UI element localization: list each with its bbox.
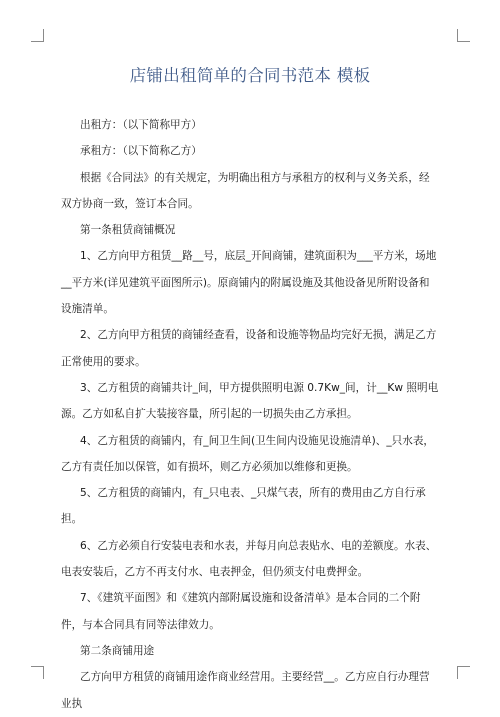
article-1-heading: 第一条租赁商铺概况 bbox=[80, 224, 176, 237]
clause-1-2: 2、乙方向甲方租赁的商铺经查看，设备和设施等物品均完好无损，满足乙方正常使用的要求。 bbox=[61, 329, 437, 368]
clause-1-5: 5、乙方租赁的商铺内，有_只电表、_只煤气表，所有的费用由乙方自行承担。 bbox=[61, 487, 426, 526]
crop-mark-bottom-right bbox=[457, 666, 470, 679]
clause-1-7: 7、《建筑平面图》和《建筑内部附属设施和设备清单》是本合同的二个附件，与本合同具有同等法律效力。 bbox=[61, 592, 421, 631]
crop-mark-top-left bbox=[31, 29, 44, 42]
clause-1-3: 3、乙方租赁的商铺共计_间，甲方提供照明电源 0.7Kw_间，计__Kw 照明电源。乙方如私自扩大装接容量，所引起的一切损失由乙方承担。 bbox=[61, 381, 439, 421]
clause-1-1: 1、乙方向甲方租赁__路__号，底层_开间商铺，建筑面积为___平方米，场地__平方米(详见建筑平面图所示)。原商铺内的附属设施及其他设备见所附设备和设施清单。 bbox=[61, 250, 437, 316]
document-title: 店铺出租简单的合同书范本 模板 bbox=[129, 66, 371, 85]
crop-mark-bottom-left bbox=[31, 666, 44, 679]
lessor-line: 出租方：（以下简称甲方） bbox=[80, 119, 202, 131]
lessee-line: 承租方：（以下简称乙方） bbox=[80, 145, 202, 158]
clause-1-4: 4、乙方租赁的商铺内，有_间卫生间(卫生间内设施见设施清单)、_只水表，乙方有责任加以保管，如有损坏，则乙方必须加以维修和更换。 bbox=[61, 434, 435, 473]
clause-1-6: 6、乙方必须自行安装电表和水表，并每月向总表贴水、电的差额度。水表、电表安装后，乙方不再支付水、电表押金，但仍须支付电费押金。 bbox=[61, 539, 437, 579]
document-body bbox=[61, 112, 439, 717]
preamble-paragraph: 根据《合同法》的有关规定，为明确出租方与承租方的权利与义务关系，经双方协商一致，签订本合同。 bbox=[61, 171, 430, 210]
article-2-heading: 第二条商铺用途 bbox=[80, 644, 155, 657]
crop-mark-top-right bbox=[457, 29, 470, 42]
clause-2-1: 乙方向甲方租赁的商铺用途作商业经营用。主要经营__。乙方应自行办理营业执 bbox=[61, 671, 430, 710]
